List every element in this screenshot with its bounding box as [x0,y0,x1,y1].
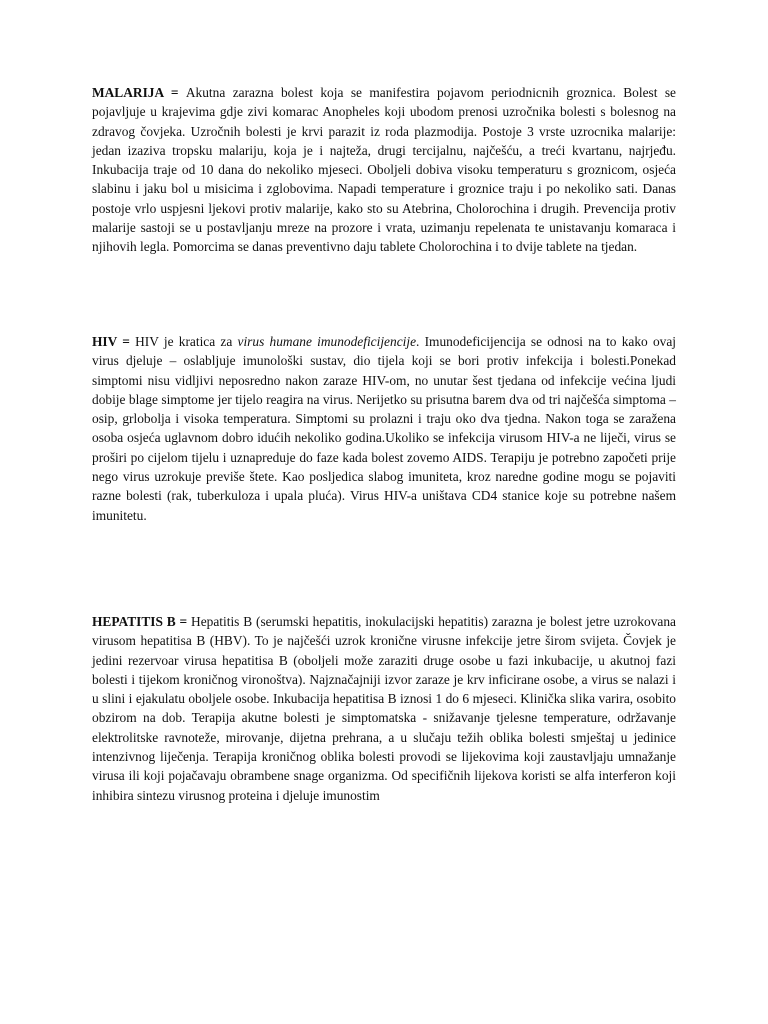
term-hiv: HIV [92,334,118,349]
term-hepatitis-b: HEPATITIS B [92,614,176,629]
term-separator: = [163,85,186,100]
paragraph-text: Akutna zarazna bolest koja se manifestira pojavom periodnicnih groznica. Bolest se pojavljuje u krajevima gdje zivi komarac Anopheles koji ubodom prenosi uzročnika bolesti s bolesnog na zdravog čovjeka. Uzročnih bolesti je krvi parazit iz roda plazmodija. Postoje 3 vrste uzrocnika malarije: jedan izaziva tropsku malariju, koja je i najteža, drugi tercijalnu, najčešću, a treći kvartanu, najrjeđu. Inkubacija traje od 10 dana do nekoliko mjeseci. Oboljeli dobiva visoku temperaturu s groznicom, osjeća slabinu i jaku bol u misicima i zglobovima. Napadi temperature i groznice traju i po nekoliko sati. Danas postoje vrlo uspjesni ljekovi protiv malarije, kako sto su Atebrina, Cholorochina i drugih. Prevencija protiv malarije sastoji se u postavljanju mreze na prozore i vrata, uzimanju repelenata te unistavanju komaraca i njihovih legla. Pomorcima se danas preventivno daju tablete Cholorochina i to dvije tablete na tjedan. [92,85,677,255]
paragraph-text-intro: HIV je kratica za [135,334,238,349]
paragraph-hiv [92,332,676,525]
term-malaria: MALARIJA [92,85,164,100]
paragraph-malaria [92,83,676,257]
paragraph-text: Hepatitis B (serumski hepatitis, inokulacijski hepatitis) zarazna je bolest jetre uzrokovana virusom hepatitisa B (HBV). To je najčešći uzrok kronične virusne infekcije jetre širom svijeta. Čovjek je jedini rezervoar virusa hepatitisa B (oboljeli može zaraziti druge osobe u fazi inkubacije, u akutnoj fazi bolesti i tijekom kroničnog vironoštva). Najznačajniji izvor zaraze je krv inficirane osobe, a virus se nalazi i u slini i ejakulatu oboljele osobe. Inkubacija hepatitisa B iznosi 1 do 6 mjeseci. Klinička slika varira, osobito obzirom na dob. Terapija akutne bolesti je simptomatska - snižavanje tjelesne temperature, održavanje elektrolitske ravnoteže, mirovanje, dijetna prehrana, a u slučaju težih oblika bolesti smještaj u jedinice intenzivnog liječenja. Terapija kroničnog oblika bolesti provodi se lijekovima koji zaustavljaju umnažanje virusa ili koji pojačavaju obrambene snage organizma. Od specifičnih lijekova koristi se alfa interferon koji inhibira sintezu virusnog proteina i djeluje imunostim [92,614,676,803]
term-separator: = [117,334,136,349]
term-separator: = [175,614,192,629]
paragraph-text: . Imunodeficijencija se odnosi na to kako ovaj virus djeluje – oslabljuje imunološki sustav, dio tijela koji se bori protiv infekcija i bolesti.Ponekad simptomi nisu vidljivi neposredno nakon zaraze HIV-om, no unutar šest tjedana od infekcije većina ljudi dobije blage simptome jer tijelo reagira na virus. Nerijetko su prisutna barem dva od tri najčešća simptoma – osip, grlobolja i visoka temperatura. Simptomi su prolazni i traju oko dva tjedna. Nakon toga se zaražena osoba osjeća uglavnom dobro idućih nekoliko godina.Ukoliko se infekcija virusom HIV-a ne liječi, virus se proširi po cijelom tijelu i uznapreduje do faze kada bolest zovemo AIDS. Terapiju je potrebno započeti prije nego virus uzrokuje previše štete. Kao posljedica slabog imuniteta, kroz naredne godine mogu se pojaviti razne bolesti (rak, tuberkuloza i upala pluća). Virus HIV-a uništava CD4 stanice koje su potrebne našem imunitetu. [92,334,676,523]
paragraph-hepatitis-b [92,612,676,805]
paragraph-text-italic: virus humane imunodeficijencije [237,334,417,349]
